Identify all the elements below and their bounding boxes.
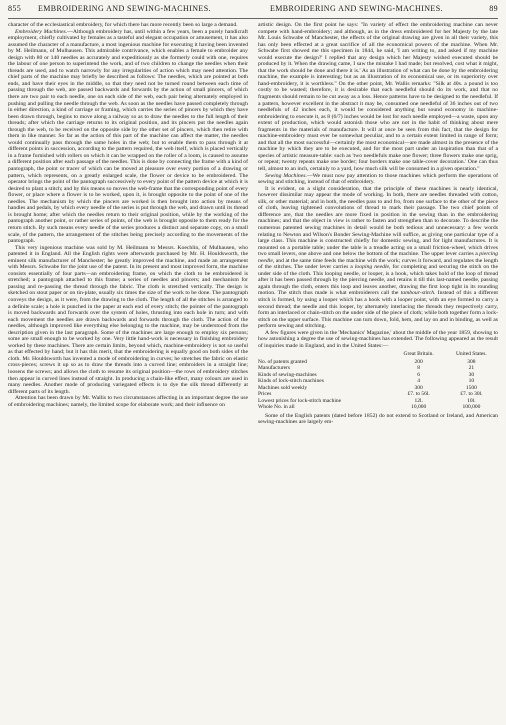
left-running-title: EMBROIDERING AND SEWING-MACHINES. (38, 4, 211, 13)
table-cell: Manufacturers (258, 365, 291, 372)
paragraph: Some of the English patents (dated before 1852) do not extend to Scotland or Ireland, and American sewing-machines are largely em- (258, 412, 498, 426)
section-heading: Sewing Machines. (265, 172, 307, 179)
table-cell: 12l. (414, 397, 423, 404)
table-header-cell: United States. (455, 351, 487, 358)
table-cell: Prices (258, 391, 272, 398)
page-header (8, 4, 498, 16)
statistics-table (258, 350, 498, 411)
paragraph-text: —Although embroidery has, until within a few years, been a purely handicraft employment, chiefly cultivated by females as a tasteful and elegant occupation or amusement, it has also assumed the character of a manufacture, a most ingenious machine for executing it having been invented by M. Heilmann, of Mulhausen. This admirable contrivance, which enables a female to embroider any design with 80 or 140 needles as accurately and expeditiously as she formerly could with one, requires the labour of one person to superintend the work, and of two children to change the needles when their threads are used, and to watch narrowly for any irregularities of action which may need attention. The chief parts of the machine may briefly be described as follows: The needles, which are pointed at both ends, and have their eyes in the middle, so that they need not be turned round between each time of passing through the web, are passed backwards and forwards by the action of small pincers, of which there are two pair to each needle, one on each side of the web, each pair being alternately employed in pushing and pulling the needle through the web. As soon as the needles have passed completely through in either direction, a kind of carriage or framing, which carries the series of pincers by which they have been drawn through, begins to move along a railway so as to draw the needles to the full length of their threads; after which the carriage returns to its original position, and its pincers put the needles again through the web, to be received on the opposite side by the other set of pincers, which then retire with them in like manner. So far as the action of this part of the machine can affect the matter, the needles would continually pass through the same holes in the web; but to enable them to pass through it at different points in succession, according to the pattern required, the web itself, which is placed vertically in a frame furnished with rollers on which it can be wrapped on the roller of a loom, is caused to assume a different position after each passage of the needles. This is done by connecting the frame with a kind of pantograph, the point or tracer of which can be moved at pleasure over every portion of a drawing or pattern, which represents, on a greatly enlarged scale, the flower or device to be embroidered. The operator brings the point of the pantograph successively to every point of the pattern device at which it is desired to plant a stitch; and by this means so moves the web-frame that the corresponding point of every flower, or place where a flower is to be worked, upon it, is brought opposite to the point of one of the needles. The mechanism by which the pincers are worked is then brought into action by means of handles and pedals, by which every needle of the series is put through the web, and drawn until its thread is brought home; after which the needles return to their original position, while by the working of the pantograph another point, or rather series of points, of the web is brought opposite to them ready for the return stitch. By such means every needle of the series produces a distinct and separate copy, on a small scale, of the pattern, the arrangement of the stitches being precisely according to the movements of the pantograph. (8, 28, 248, 245)
table-cell: 30 (468, 371, 475, 378)
italic-term: piercing needle, (258, 251, 498, 264)
right-page-number: 89 (489, 4, 498, 13)
table-cell: 4 (417, 378, 421, 385)
paragraph: A few figures were given in the 'Mechanics' Magazine,' about the middle of the year 1859, showing to how astonishing a degree the use of sewing-machines has extended. The following appeared as the result of inquiries made in England, and in the United States:— (258, 329, 498, 349)
table-cell: 300 (414, 384, 423, 391)
table-cell: 10l. (467, 397, 476, 404)
table-cell: Kinds of sewing-machines (258, 371, 317, 378)
table-cell: Lowest prices for lock-stitch machine (258, 397, 342, 404)
section-heading: Embroidery Machines. (15, 28, 68, 35)
paragraph: Attention has been drawn by Mr. Wallis to two circumstances affecting in an important degree the use of embroidering machines; namely, the limited scope for elaborate work; and their influence on (8, 395, 248, 408)
italic-term: tambour-stitch. (400, 290, 436, 297)
italic-term: looping needle, (354, 264, 391, 271)
paragraph-text: —We must now pay attention to those machines which perform the operations of sewing and stitching, instead of that of embroidery. (258, 172, 498, 186)
table-cell: No. of patents granted (258, 358, 307, 365)
table-cell: 10 (468, 378, 475, 385)
table-cell: 6 (417, 371, 421, 378)
paragraph (258, 186, 498, 330)
paragraph: artistic design. On the first point he says: "In variety of effect the embroidering machine can never compete with hand-embroidery; and although, as in the dress embroidered for her Majesty by the late Mr. Louis Schwabe of Manchester, the effects of the original drawing are given in all their variety, this has only been effected at a great sacrifice of all the economical powers of the machine. When Mr. Schwabe first showed me this specimen in 1844, he said, 'I am writing to, and asked if my machine would execute the design?' I replied that any design which her Majesty wished executed should be produced by it. When the drawing came, I saw the mistake I had made; but resolved, cost what it might, that the work should be done and there it is.' As an illustration of what can be done by the embroidering machine, the example is interesting; but as an illustration of its economical use, or its superiority over hand-embroidery, it is worthless." On the other point, Mr. Wallis remarks: "Silk at 40s. a pound is too costly to be wasted; therefore, it is desirable that each needleful should do its work, and that no fragments should remain to be cut away as a loss. Hence patterns have to be designed to the needleful. If a pattern, however excellent in the abstract it may be, consumed one needleful of 36 inches out of two needlefuls of 42 inches each, it would be considered anything but sound economy in machine-embroidering to execute it, as 8 (6/7) inches would be lost for each needle employed—a waste, upon any extent of production, which would astonish those who are not in the habit of thinking about mere fragments in the materials of manufacture. It will at once be seen from this fact, that the design for machine-embroidery must ever be somewhat peculiar, and to a certain extent limited in range of form; and that all the most successful—certainly the most economical—are made almost in the presence of the machine by which they are to be executed, and for the most part under an inspiration than that of a species of artistic measure-table: such as 'two needlefuls make one flower; three flowers make one sprig, or repeat; twenty repeats make one border; four borders make one table-cover decoration.' One can thus tell, almost to an inch, certainly to a yard, how much silk will be consumed in a given operation." (258, 22, 498, 173)
table-cell: 21 (468, 365, 475, 372)
header-rule (8, 18, 498, 19)
paragraph-text: and at the same time feeds the machine with the work; curves it forward, and regulates the length of the stitches. The under lever carries a (258, 257, 498, 271)
table-cell: 10,000 (411, 404, 427, 411)
left-column (8, 22, 248, 721)
paragraph-text: Instead of this a different stitch is formed, by using a looper which has a hook with a looper point, with an eye formed to carry a second thread; the needle and this looper, by alternately interlacing the threads they respectively carry, form an interlaced or chain-stitch on the under side of the piece of cloth; while both together form a lock-stitch on the upper surface. This machine can turn down, fold, hem, and lay on and in binding, as well as perform sewing and stitching. (258, 290, 498, 330)
paragraph-text: for completing and securing the stitch on the under side of the cloth. This looping needle, or looper, is a hook, which takes hold of the loop of thread after it has been passed through by the piercing needle, and retains it till this last-named needle, passing again through the cloth, enters this loop and leaves another, drawing the first loop tight in its rounding motion. The stitch thus made is what embroiderers call the (258, 264, 498, 297)
table-cell: Machines sold weekly (258, 384, 308, 391)
paragraph (8, 29, 248, 245)
table-cell: £7. to 56l. (407, 391, 430, 398)
table-cell: 8 (417, 365, 421, 372)
table-cell: Kinds of lock-stitch machines (258, 378, 324, 385)
table-cell: Whole No. in all (258, 404, 295, 411)
table-header-row (258, 350, 498, 359)
paragraph-text: It is evident, on a slight consideration, that the principle of these machines is nearly identical, however dissimilar may appear the mode of working. In both, there are needles threaded with cotton, silk, or other material; and in both, the needles pass to and fro, from one surface to the other of the piece of cloth, leaving tightened convolutions of thread to mark their passage. The two chief points of difference are, that the needles are more fixed in position in the sewing than in the embroidering machines; and that the object in view is rather to fasten and strengthen than to decorate. To describe the numerous patented sewing machines in detail would be both tedious and unnecessary: a few words relating to Newton and Wilson's Bonder Sewing-Machine will suffice, as giving one particular type of a large class. This machine is constructed chiefly for domestic sewing, and for light manufactures. It is mounted on a portable table; under the table is a treadle acting on a small friction-wheel, which drives two small levers, one above and one below the bottom of the machine. The upper lever carries a (258, 185, 498, 258)
table-cell: 200 (414, 358, 423, 365)
table-cell: 1500 (465, 384, 477, 391)
table-header-cell: Great Britain. (403, 351, 434, 358)
paragraph (258, 173, 498, 186)
right-column (258, 22, 498, 721)
table-header-cell (258, 350, 393, 359)
table-cell: 100,000 (462, 404, 481, 411)
table-row (258, 404, 498, 411)
paragraph: character of the ecclesiastical embroidery, for which there has more recently been so large a demand. (8, 22, 238, 28)
right-running-title: EMBROIDERING AND SEWING-MACHINES. (270, 4, 443, 13)
table-cell: 308 (467, 358, 476, 365)
table-cell: £7. to 30l. (460, 391, 483, 398)
paragraph: This very ingenious machine was sold by M. Heilmann to Messrs. Koechlin, of Mulhausen, who patented it in England. All the English rights were afterwards purchased by Mr. H. Houldsworth, the eminent silk manufacturer of Manchester; he greatly improved the machine, and made an arrangement with Messrs. Schwabe for the joint use of the patent. In its present and most improved form, the machine consists essentially of four parts—an embroidering frame, on which the cloth to be embroidered is stretched; a pantograph attached to this frame; a series of needles and pincers; and mechanism for passing and re-passing the thread through the fabric. The cloth is stretched vertically. The design is sketched on stout paper or on tin-plate, usually six times the size of the work to be done. The pantograph conveys the design, as it were, from the drawing to the cloth. The length of all the stitches is arranged to a definite scale; a hole is punched in the paper at each end of every stitch; the pointer of the pantograph is moved backwards and forwards over the system of holes, thrusting into each hole in turn; and with each movement the needles are drawn backwards and forwards through the cloth. The action of the needles, although improved like everything else belonging to the machine, may be understood from the description given in the last paragraph. Some of the machines are large enough to employ six persons; some are small enough to be worked by one. Very little hand-work is necessary in finishing embroidery worked by these machines. There are certain limits, beyond which, machine-embroidery is not so useful as that effected by hand; but it has this merit, that the embroidering is equally good on both sides of the cloth. Mr. Houldsworth has invented a mode of embroidering in curves; he stretches the fabric on elastic cross-pieces; screws it up so as to draw the threads into a curved line; embroiders in a straight line; loosens the screws; and allows the cloth to resume its original position—the rows of embroidery stitches then appear in curved lines instead of straight. In producing a chain-like effect, many colours are used in many needles. Another mode of producing variegated effects is to dye the silk thread differently at different parts of its length. (8, 244, 248, 395)
left-page-number: 855 (8, 4, 22, 13)
